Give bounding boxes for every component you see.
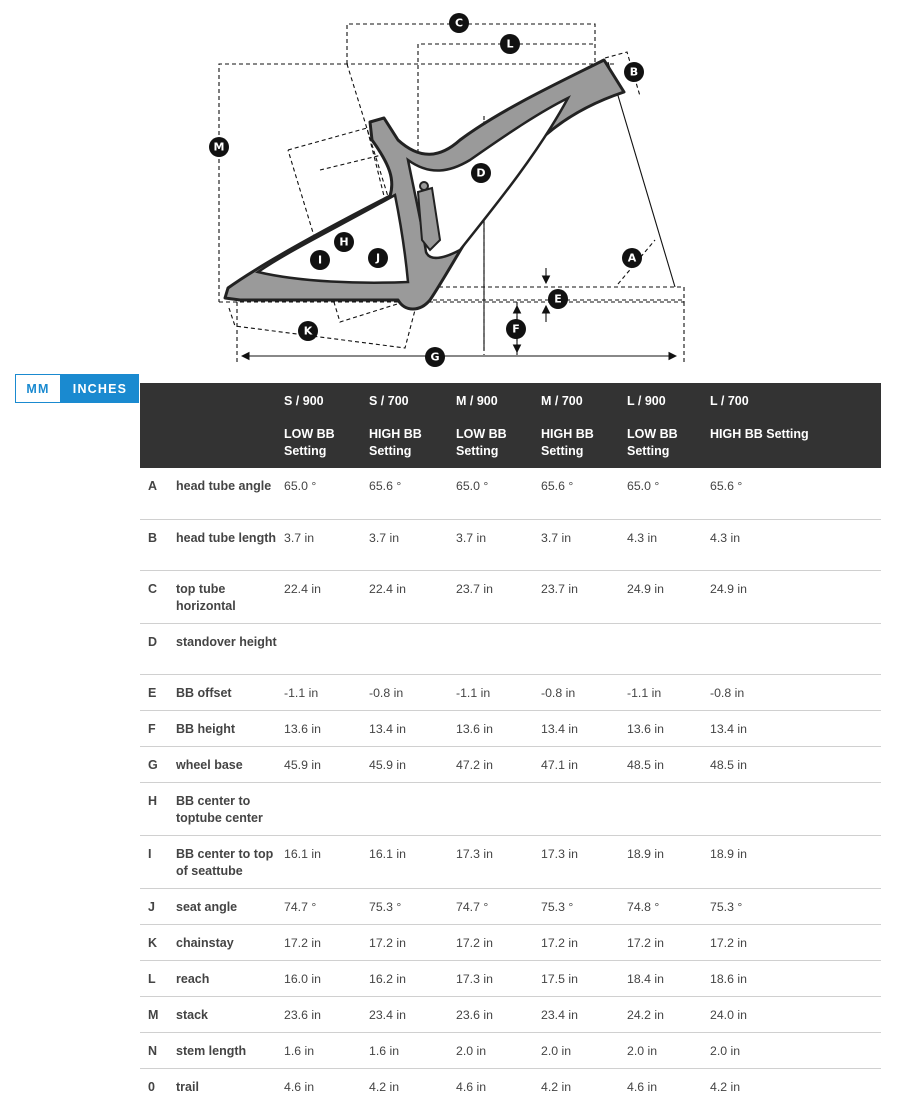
table-row bbox=[140, 1068, 881, 1104]
table-cell: 13.4 in bbox=[710, 710, 881, 746]
table-cell: 4.6 in bbox=[627, 1079, 658, 1094]
svg-text:G: G bbox=[430, 350, 440, 364]
table-row bbox=[140, 623, 881, 674]
label-J bbox=[368, 248, 388, 268]
table-cell: 17.2 in bbox=[456, 924, 541, 960]
table-cell: 17.2 in bbox=[369, 924, 456, 960]
table-row bbox=[140, 1032, 881, 1068]
label-F bbox=[506, 319, 526, 339]
table-cell: 23.6 in bbox=[456, 996, 541, 1032]
table-row bbox=[140, 746, 881, 782]
row-name: stack bbox=[176, 996, 284, 1032]
row-name: trail bbox=[176, 1079, 199, 1094]
table-row bbox=[140, 710, 881, 746]
row-letter: G bbox=[140, 746, 176, 782]
geometry-table bbox=[140, 383, 881, 1104]
table-cell: 24.9 in bbox=[710, 570, 881, 623]
label-I bbox=[310, 250, 330, 270]
table-cell: 23.4 in bbox=[369, 996, 456, 1032]
table-cell: 65.0 ° bbox=[456, 468, 541, 519]
table-row bbox=[140, 519, 881, 570]
row-name: BB center to toptube center bbox=[176, 782, 284, 835]
row-letter: C bbox=[140, 570, 176, 623]
table-cell: 23.4 in bbox=[541, 996, 627, 1032]
row-letter: J bbox=[140, 888, 176, 924]
row-letter: F bbox=[140, 710, 176, 746]
table-cell: 65.6 ° bbox=[710, 468, 881, 519]
table-cell: 17.2 in bbox=[284, 924, 369, 960]
table-cell: 23.7 in bbox=[456, 570, 541, 623]
row-letter: A bbox=[140, 468, 176, 519]
table-cell: 47.1 in bbox=[541, 746, 627, 782]
row-letter: D bbox=[140, 623, 176, 674]
svg-text:H: H bbox=[339, 235, 349, 249]
table-cell: -0.8 in bbox=[710, 674, 881, 710]
label-D bbox=[471, 163, 491, 183]
row-name: standover height bbox=[176, 623, 284, 674]
row-name: wheel base bbox=[176, 746, 284, 782]
label-C bbox=[449, 13, 469, 33]
table-cell: 17.2 in bbox=[541, 924, 627, 960]
table-cell: 4.6 in bbox=[456, 1079, 487, 1094]
table-cell: 1.6 in bbox=[284, 1032, 369, 1068]
table-cell: 4.2 in bbox=[369, 1079, 400, 1094]
label-B bbox=[624, 62, 644, 82]
table-cell: 45.9 in bbox=[369, 746, 456, 782]
table-cell: 4.3 in bbox=[710, 519, 881, 570]
size-column-header: M / 900 LOW BB Setting bbox=[456, 394, 507, 458]
label-K bbox=[298, 321, 318, 341]
row-letter: N bbox=[140, 1032, 176, 1068]
table-cell: 18.6 in bbox=[710, 960, 881, 996]
table-row bbox=[140, 674, 881, 710]
table-row bbox=[140, 888, 881, 924]
geometry-diagram bbox=[0, 0, 900, 372]
row-name: head tube length bbox=[176, 519, 284, 570]
table-cell: 17.2 in bbox=[710, 924, 881, 960]
table-cell: 13.6 in bbox=[627, 710, 710, 746]
table-cell: 75.3 ° bbox=[710, 888, 881, 924]
table-cell: 13.6 in bbox=[284, 710, 369, 746]
table-cell: -0.8 in bbox=[369, 674, 456, 710]
svg-text:I: I bbox=[317, 253, 323, 267]
table-cell: 65.6 ° bbox=[369, 468, 456, 519]
table-cell: 2.0 in bbox=[627, 1032, 710, 1068]
label-E bbox=[548, 289, 568, 309]
label-L bbox=[500, 34, 520, 54]
table-cell: 22.4 in bbox=[284, 570, 369, 623]
table-cell: 13.4 in bbox=[541, 710, 627, 746]
row-letter: 0 bbox=[148, 1079, 155, 1094]
row-name: top tube horizontal bbox=[176, 570, 284, 623]
table-cell: 4.3 in bbox=[627, 519, 710, 570]
row-name: BB offset bbox=[176, 674, 284, 710]
table-cell: -1.1 in bbox=[456, 674, 541, 710]
row-name: stem length bbox=[176, 1032, 284, 1068]
size-column-header: S / 700 HIGH BB Setting bbox=[369, 394, 422, 458]
table-cell: 45.9 in bbox=[284, 746, 369, 782]
table-cell: 13.4 in bbox=[369, 710, 456, 746]
table-cell bbox=[710, 782, 881, 835]
table-cell: 13.6 in bbox=[456, 710, 541, 746]
table-cell: 22.4 in bbox=[369, 570, 456, 623]
table-cell: 65.6 ° bbox=[541, 468, 627, 519]
table-cell: 18.4 in bbox=[627, 960, 710, 996]
table-cell bbox=[627, 782, 710, 835]
table-cell bbox=[541, 782, 627, 835]
table-cell: 65.0 ° bbox=[284, 468, 369, 519]
table-cell: 74.7 ° bbox=[456, 888, 541, 924]
table-cell: 16.0 in bbox=[284, 960, 369, 996]
row-name: head tube angle bbox=[176, 468, 284, 519]
table-cell: 4.2 in bbox=[710, 1079, 741, 1094]
size-column-header: S / 900 LOW BB Setting bbox=[284, 394, 335, 458]
row-name: chainstay bbox=[176, 924, 284, 960]
table-row bbox=[140, 570, 881, 623]
svg-text:C: C bbox=[454, 16, 464, 30]
table-cell: 16.1 in bbox=[284, 835, 369, 888]
table-cell: 75.3 ° bbox=[541, 888, 627, 924]
table-cell: 3.7 in bbox=[369, 519, 456, 570]
inches-button[interactable]: INCHES bbox=[61, 374, 139, 403]
svg-text:E: E bbox=[554, 292, 562, 306]
mm-button[interactable]: MM bbox=[15, 374, 61, 403]
row-letter: K bbox=[140, 924, 176, 960]
svg-text:B: B bbox=[629, 65, 639, 79]
table-cell: 17.2 in bbox=[627, 924, 710, 960]
table-cell: 17.3 in bbox=[456, 835, 541, 888]
size-column-header: M / 700 HIGH BB Setting bbox=[541, 394, 594, 458]
table-cell bbox=[369, 782, 456, 835]
table-cell: 65.0 ° bbox=[627, 468, 710, 519]
row-letter: L bbox=[140, 960, 176, 996]
table-cell: 24.2 in bbox=[627, 996, 710, 1032]
row-name: seat angle bbox=[176, 888, 284, 924]
table-cell: 18.9 in bbox=[627, 835, 710, 888]
table-cell: 3.7 in bbox=[456, 519, 541, 570]
table-row bbox=[140, 782, 881, 835]
row-letter: M bbox=[140, 996, 176, 1032]
table-cell bbox=[284, 782, 369, 835]
table-row bbox=[140, 960, 881, 996]
table-cell: 2.0 in bbox=[541, 1032, 627, 1068]
svg-text:F: F bbox=[512, 322, 520, 336]
table-cell: -1.1 in bbox=[284, 674, 369, 710]
row-name: BB height bbox=[176, 710, 284, 746]
size-column-header: L / 700 HIGH BB Setting bbox=[710, 394, 809, 441]
table-cell bbox=[710, 623, 881, 674]
table-cell bbox=[456, 782, 541, 835]
table-row bbox=[140, 996, 881, 1032]
table-cell bbox=[369, 623, 456, 674]
table-cell bbox=[627, 623, 710, 674]
table-cell: 75.3 ° bbox=[369, 888, 456, 924]
table-cell: 17.3 in bbox=[456, 960, 541, 996]
label-H bbox=[334, 232, 354, 252]
table-cell: 24.9 in bbox=[627, 570, 710, 623]
table-cell: 16.1 in bbox=[369, 835, 456, 888]
table-cell: 17.3 in bbox=[541, 835, 627, 888]
table-header-row bbox=[140, 383, 881, 468]
table-cell bbox=[456, 623, 541, 674]
unit-toggle bbox=[15, 374, 139, 403]
table-row bbox=[140, 835, 881, 888]
label-M bbox=[209, 137, 229, 157]
table-cell: 17.5 in bbox=[541, 960, 627, 996]
svg-text:K: K bbox=[303, 324, 313, 338]
row-letter: B bbox=[140, 519, 176, 570]
table-cell: 3.7 in bbox=[541, 519, 627, 570]
table-cell: 23.6 in bbox=[284, 996, 369, 1032]
table-cell: 3.7 in bbox=[284, 519, 369, 570]
table-cell: 1.6 in bbox=[369, 1032, 456, 1068]
table-cell: 23.7 in bbox=[541, 570, 627, 623]
svg-text:A: A bbox=[627, 251, 637, 265]
header-empty-name bbox=[176, 383, 284, 468]
row-name: reach bbox=[176, 960, 284, 996]
table-cell: -1.1 in bbox=[627, 674, 710, 710]
table-cell: 47.2 in bbox=[456, 746, 541, 782]
svg-text:L: L bbox=[506, 37, 514, 51]
table-cell: 74.7 ° bbox=[284, 888, 369, 924]
label-A bbox=[622, 248, 642, 268]
row-letter: I bbox=[140, 835, 176, 888]
svg-text:M: M bbox=[213, 140, 225, 154]
size-column-header: L / 900 LOW BB Setting bbox=[627, 394, 678, 458]
svg-text:J: J bbox=[375, 251, 381, 265]
table-cell: 4.6 in bbox=[284, 1079, 315, 1094]
table-cell: -0.8 in bbox=[541, 674, 627, 710]
row-name: BB center to top of seattube bbox=[176, 835, 284, 888]
bike-frame bbox=[225, 60, 624, 309]
table-cell: 18.9 in bbox=[710, 835, 881, 888]
table-cell bbox=[284, 623, 369, 674]
header-empty-letter bbox=[140, 383, 176, 468]
row-letter: E bbox=[140, 674, 176, 710]
table-row bbox=[140, 468, 881, 519]
table-cell bbox=[541, 623, 627, 674]
row-letter: H bbox=[140, 782, 176, 835]
table-row bbox=[140, 924, 881, 960]
table-cell: 24.0 in bbox=[710, 996, 881, 1032]
table-cell: 16.2 in bbox=[369, 960, 456, 996]
table-cell: 74.8 ° bbox=[627, 888, 710, 924]
label-G bbox=[425, 347, 445, 367]
table-cell: 48.5 in bbox=[710, 746, 881, 782]
svg-text:D: D bbox=[476, 166, 486, 180]
table-cell: 48.5 in bbox=[627, 746, 710, 782]
table-cell: 4.2 in bbox=[541, 1079, 572, 1094]
table-cell: 2.0 in bbox=[456, 1032, 541, 1068]
table-cell: 2.0 in bbox=[710, 1032, 881, 1068]
